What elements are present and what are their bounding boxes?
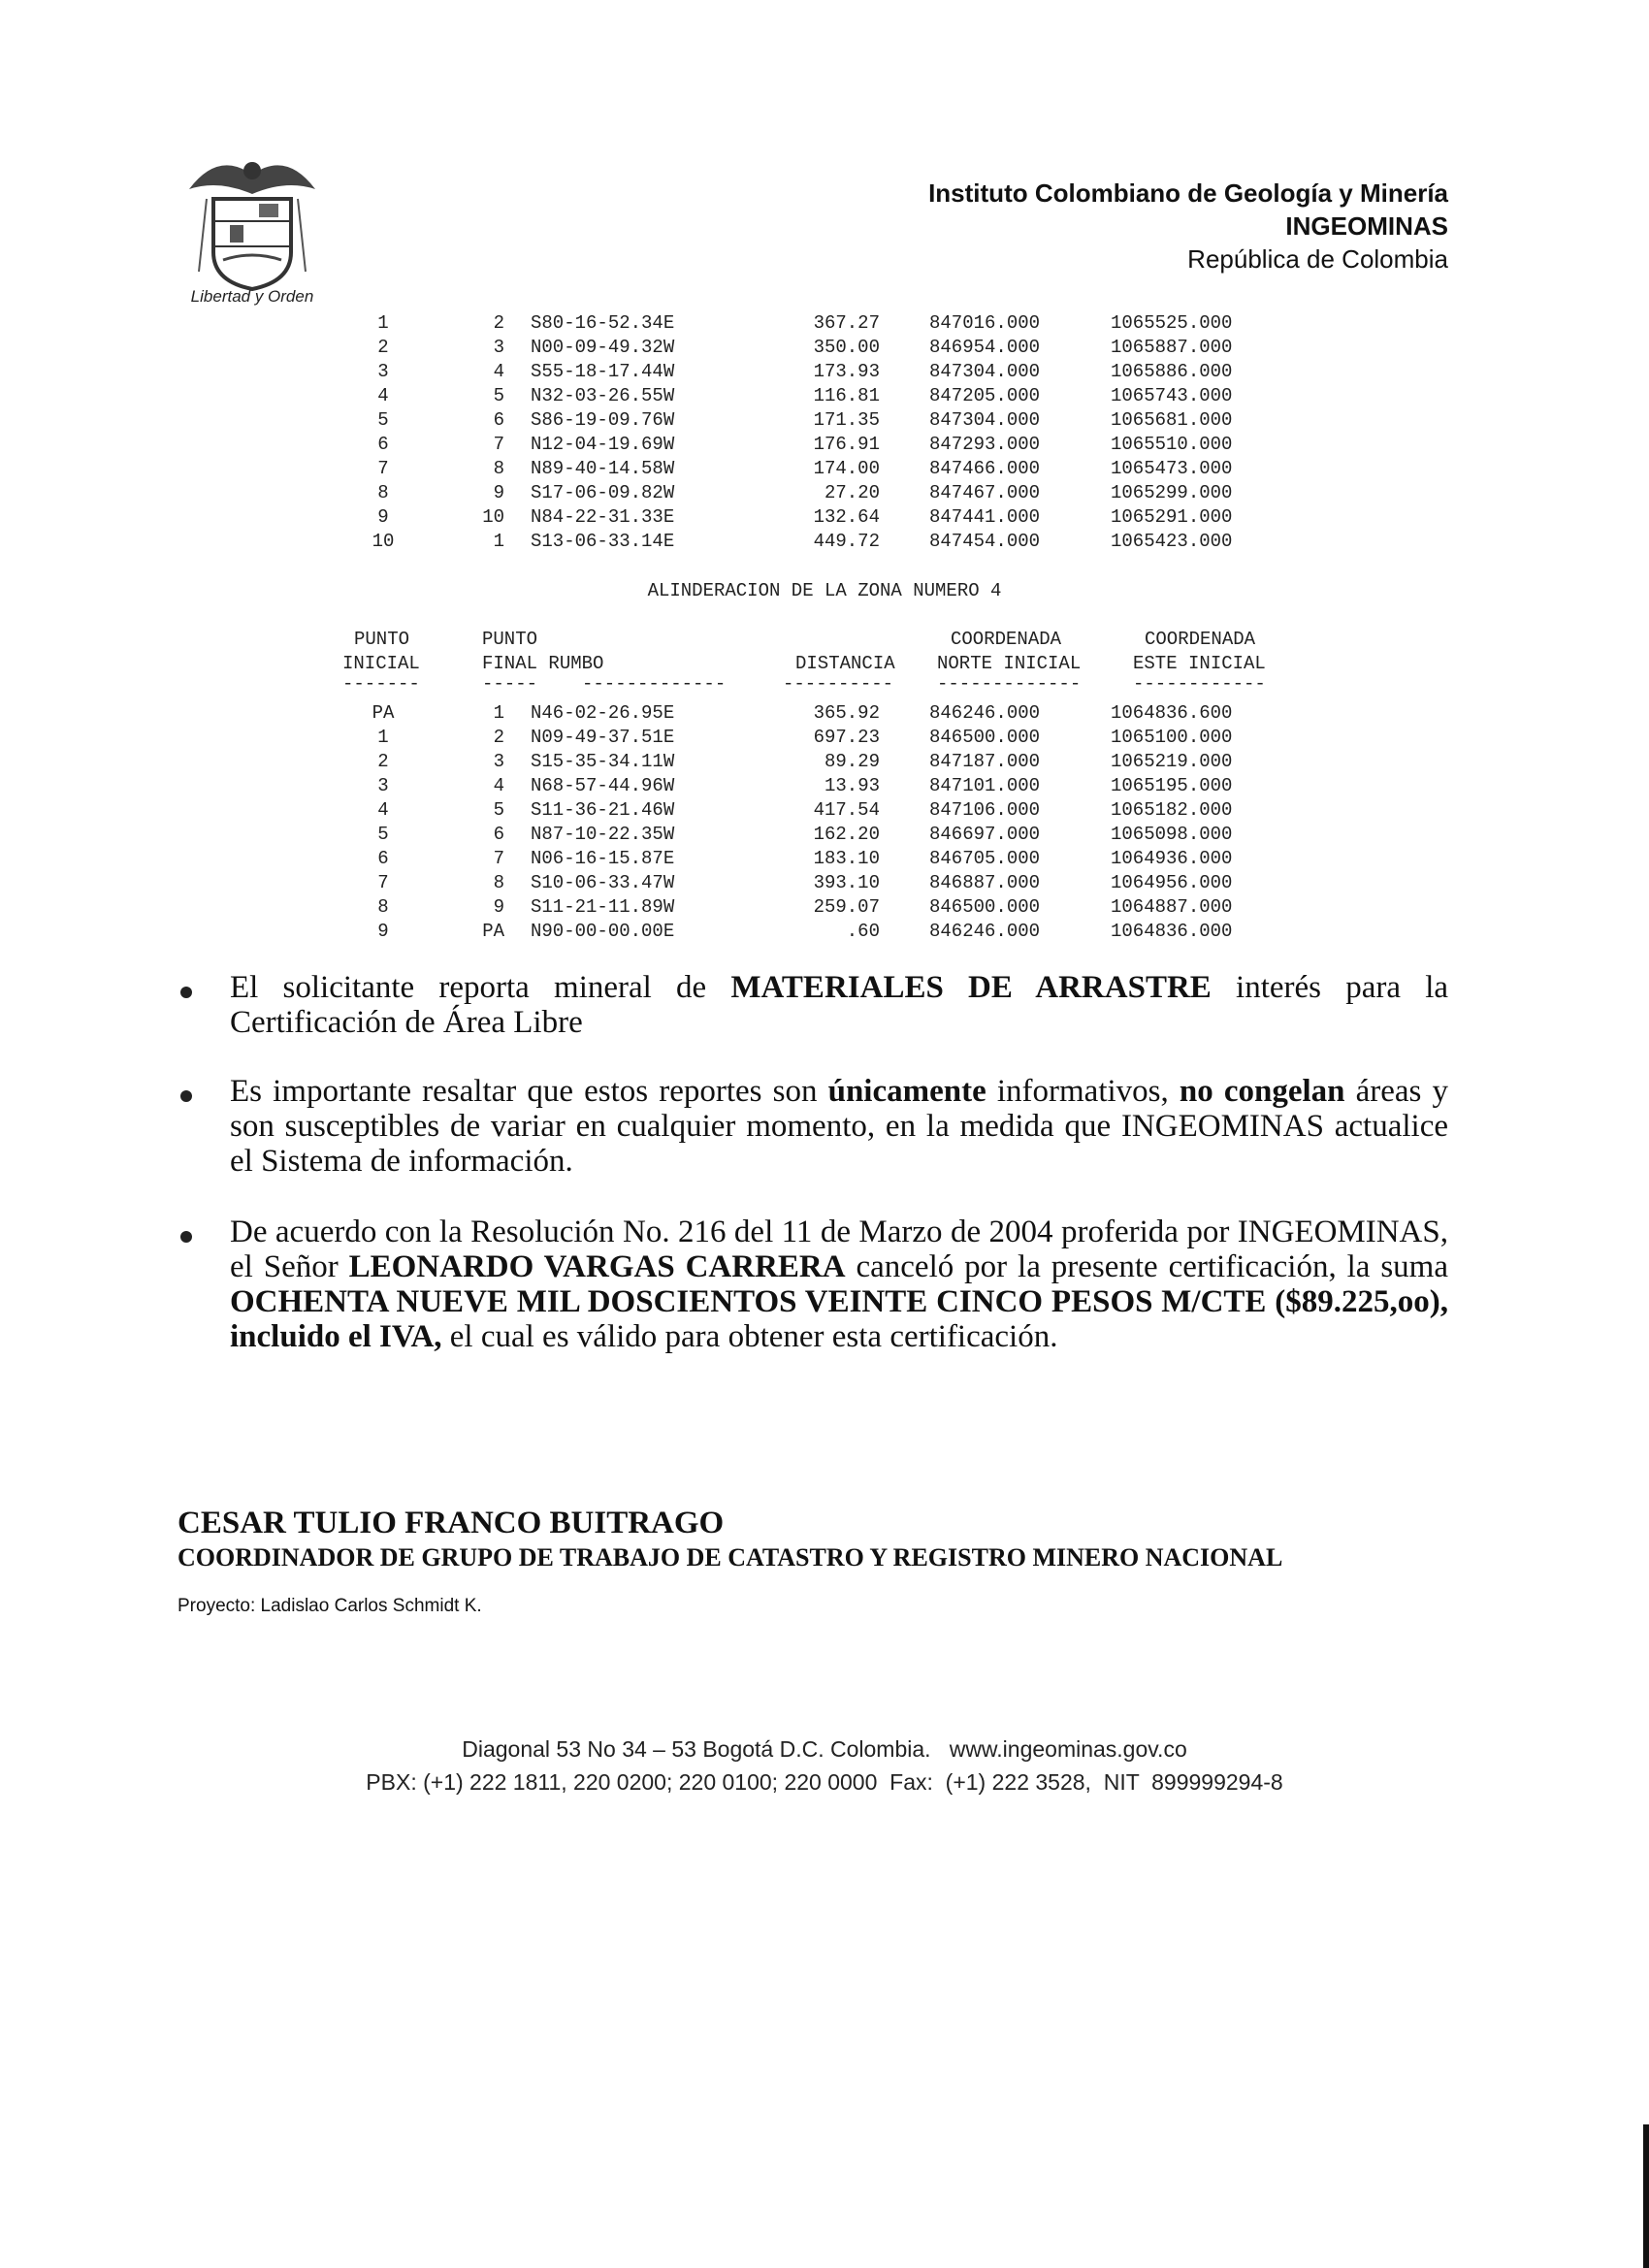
bullet-dot-icon	[180, 987, 192, 998]
table-row: 9 PA N90-00-00.00E .60 846246.000 1064836.000	[377, 921, 1233, 942]
table-row: 7 8 S10-06-33.47W 393.10 846887.000 1064956.000	[377, 872, 1233, 893]
table-row: 5 6 S86-19-09.76W 171.35 847304.000 1065681.000	[377, 409, 1233, 431]
table-row: 2 3 S15-35-34.11W 89.29 847187.000 1065219.000	[377, 751, 1233, 772]
institute-acronym: INGEOMINAS	[1285, 211, 1448, 241]
table-row: 8 9 S17-06-09.82W 27.20 847467.000 1065299.000	[377, 482, 1233, 503]
table-row: 6 7 N06-16-15.87E 183.10 846705.000 1064936.000	[377, 848, 1233, 869]
signer-title: COORDINADOR DE GRUPO DE TRABAJO DE CATASTRO Y REGISTRO MINERO NACIONAL	[178, 1543, 1283, 1571]
table-row: PA 1 N46-02-26.95E 365.92 846246.000 1064836.600	[372, 702, 1233, 724]
table-row: 7 8 N89-40-14.58W 174.00 847466.000 1065473.000	[377, 458, 1233, 479]
bullet-dot-icon	[180, 1090, 192, 1102]
scan-edge-mark	[1643, 2124, 1649, 2268]
footer-contact: PBX: (+1) 222 1811, 220 0200; 220 0100; 220 0000 Fax: (+1) 222 3528, NIT 899999294-8	[366, 1769, 1283, 1795]
bullet-payment: De acuerdo con la Resolución No. 216 del 11 de Marzo de 2004 proferida por INGEOMINAS, el Señor LEONARDO VARGAS CARRERA canceló por la presente certificación, la suma OCHENTA NUEVE MIL DOSCIENTOS VEINTE CINCO PESOS M/CTE ($89.225,oo), incluido el IVA, el cual es válido para obtener esta certificación.	[230, 1215, 1448, 1354]
letterhead	[928, 177, 1448, 275]
signer-name: CESAR TULIO FRANCO BUITRAGO	[178, 1506, 725, 1540]
table-2-header: PUNTO INICIAL PUNTO FINAL RUMBO DISTANCIA COORDENADA NORTE INICIAL COORDENADA ESTE INICIAL ------- ----- ------------- ---------- ------------- ------------	[342, 629, 1266, 695]
bullet-informative: Es importante resaltar que estos reportes son únicamente informativos, no congelan áreas y son susceptibles de variar en cualquier momento, en la medida que INGEOMINAS actualice el Sistema de información.	[230, 1074, 1448, 1179]
table-row: 6 7 N12-04-19.69W 176.91 847293.000 1065510.000	[377, 434, 1233, 455]
table-row: 4 5 N32-03-26.55W 116.81 847205.000 1065743.000	[377, 385, 1233, 406]
footer	[0, 1733, 1649, 1798]
institute-name: Instituto Colombiano de Geología y Minería	[928, 178, 1448, 208]
table-row: 9 10 N84-22-31.33E 132.64 847441.000 1065291.000	[377, 506, 1233, 528]
table-row: 1 2 S80-16-52.34E 367.27 847016.000 1065525.000	[377, 312, 1233, 334]
table-row: 2 3 N00-09-49.32W 350.00 846954.000 1065887.000	[377, 337, 1233, 358]
logo-motto: Libertad y Orden	[190, 287, 314, 306]
table-row: 8 9 S11-21-11.89W 259.07 846500.000 1064887.000	[377, 896, 1233, 918]
table-row: 4 5 S11-36-21.46W 417.54 847106.000 1065182.000	[377, 799, 1233, 821]
colombia-coat-of-arms-icon	[170, 146, 335, 310]
zone-title: ALINDERACION DE LA ZONA NUMERO 4	[647, 580, 1002, 601]
project-credit: Proyecto: Ladislao Carlos Schmidt K.	[178, 1596, 482, 1616]
country-name: República de Colombia	[1187, 244, 1448, 274]
bullet-dot-icon	[180, 1231, 192, 1243]
table-row: 1 2 N09-49-37.51E 697.23 846500.000 1065100.000	[377, 727, 1233, 748]
bullet-mineral: El solicitante reporta mineral de MATERIALES DE ARRASTRE interés para la Certificación de Área Libre	[230, 970, 1449, 1040]
table-row: 10 1 S13-06-33.14E 449.72 847454.000 1065423.000	[372, 531, 1233, 552]
table-row: 3 4 S55-18-17.44W 173.93 847304.000 1065886.000	[377, 361, 1233, 382]
table-row: 3 4 N68-57-44.96W 13.93 847101.000 1065195.000	[377, 775, 1233, 796]
table-row: 5 6 N87-10-22.35W 162.20 846697.000 1065098.000	[377, 824, 1233, 845]
footer-address: Diagonal 53 No 34 – 53 Bogotá D.C. Colombia. www.ingeominas.gov.co	[462, 1736, 1187, 1762]
